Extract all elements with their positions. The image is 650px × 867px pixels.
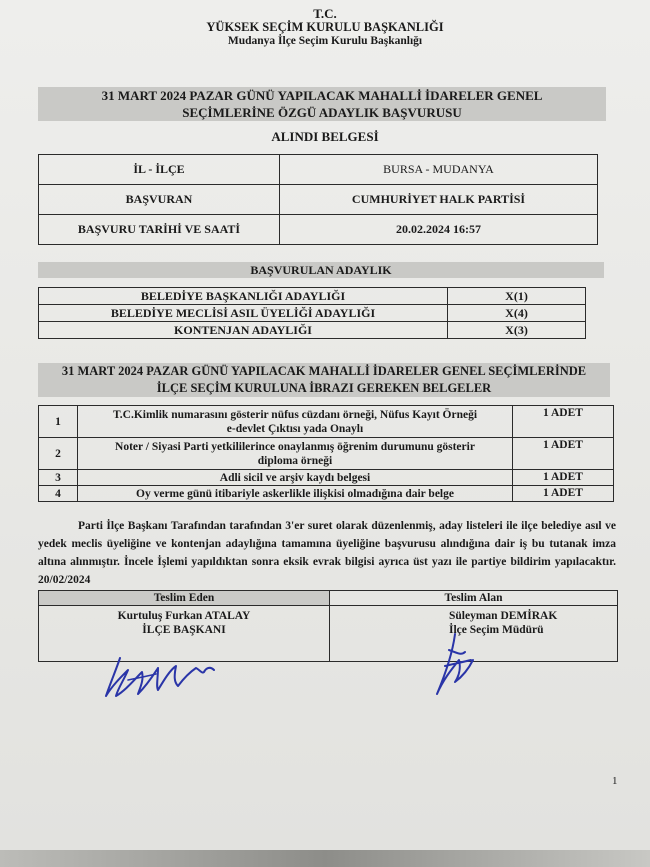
doc-quantity: 1 ADET	[513, 486, 614, 502]
candidacy-type: KONTENJAN ADAYLIĞI	[39, 322, 448, 339]
table-row	[39, 305, 586, 322]
documents-title-line1: 31 MART 2024 PAZAR GÜNÜ YAPILACAK MAHALLİ İDARELER GENEL SEÇİMLERİNDE	[61, 364, 587, 378]
doc-description: Adli sicil ve arşiv kaydı belgesi	[78, 470, 513, 486]
candidacy-count: X(1)	[448, 288, 586, 305]
doc-number: 1	[39, 406, 78, 438]
page-number: 1	[612, 775, 618, 787]
main-title-line1: 31 MART 2024 PAZAR GÜNÜ YAPILACAK MAHALLİ İDARELER GENEL	[101, 88, 543, 103]
doc-line: e-devlet Çıktısı yada Onaylı	[226, 422, 364, 435]
info-label: BAŞVURAN	[39, 185, 280, 215]
documents-title-line2: İLÇE SEÇİM KURULUNA İBRAZI GEREKEN BELGELER	[156, 381, 492, 395]
info-label: BAŞVURU TARİHİ VE SAATİ	[39, 215, 280, 245]
statement-text: Parti İlçe Başkanı Tarafından tarafından 3'er suret olarak düzenlenmiş, aday listeleri ile ilçe belediye asıl ve yedek meclis üyeliğine ve kontenjan adaylığına tamamına üyeliğine başvurusu alındığına dair iş bu tutanak imza altına alınmıştır. İncele İşlemi yapıldıktan sonra eksik evrak bilgisi ayrıca üst yazı ile partiye bildirim yapılacaktır. 20/02/2024	[38, 520, 616, 586]
deliverer-signature-icon	[98, 650, 248, 705]
doc-description	[78, 438, 513, 470]
header-district-board: Mudanya İlçe Seçim Kurulu Başkanlığı	[227, 35, 423, 47]
deliverer-header: Teslim Eden	[39, 591, 330, 606]
doc-description: Oy verme günü itibariyle askerlikle ilişkisi olmadığına dair belge	[78, 486, 513, 502]
application-info-table	[38, 154, 598, 245]
doc-number: 4	[39, 486, 78, 502]
table-row	[39, 470, 614, 486]
receiver-name: Süleyman DEMİRAK	[449, 610, 558, 622]
doc-number: 2	[39, 438, 78, 470]
table-row	[39, 322, 586, 339]
table-row	[39, 486, 614, 502]
deliverer-name: Kurtuluş Furkan ATALAY	[117, 610, 251, 622]
doc-line: diploma örneği	[257, 454, 333, 467]
table-row	[39, 591, 618, 606]
info-value: 20.02.2024 16:57	[280, 215, 598, 245]
candidacy-count: X(3)	[448, 322, 586, 339]
main-title-line2: SEÇİMLERİNE ÖZGÜ ADAYLIK BAŞVURUSU	[182, 105, 462, 120]
table-row	[39, 155, 598, 185]
candidacy-type: BELEDİYE BAŞKANLIĞI ADAYLIĞI	[39, 288, 448, 305]
table-row	[39, 215, 598, 245]
candidacy-table	[38, 287, 586, 339]
statement-paragraph	[38, 517, 616, 589]
documents-title	[38, 363, 610, 397]
candidacy-count: X(4)	[448, 305, 586, 322]
main-title	[38, 87, 606, 121]
header-tc: T.C.	[313, 6, 337, 21]
receiver-header: Teslim Alan	[330, 591, 618, 606]
doc-description	[78, 406, 513, 438]
table-row	[39, 438, 614, 470]
doc-line: Noter / Siyasi Parti yetkililerince onaylanmış öğrenim durumunu gösterir	[115, 440, 475, 453]
deliverer-title: İLÇE BAŞKANI	[142, 624, 226, 636]
table-row	[39, 185, 598, 215]
info-label: İL - İLÇE	[39, 155, 280, 185]
receiver-signature-icon	[425, 630, 480, 700]
doc-line: T.C.Kimlik numarasını gösterir nüfus cüzdanı örneği, Nüfus Kayıt Örneği	[112, 408, 478, 421]
candidacy-title: BAŞVURULAN ADAYLIK	[38, 262, 604, 278]
receiver-title: İlçe Seçim Müdürü	[449, 624, 544, 636]
table-row	[39, 406, 614, 438]
info-value: BURSA - MUDANYA	[280, 155, 598, 185]
table-row	[39, 288, 586, 305]
candidacy-type: BELEDİYE MECLİSİ ASIL ÜYELİĞİ ADAYLIĞI	[39, 305, 448, 322]
doc-number: 3	[39, 470, 78, 486]
info-value: CUMHURİYET HALK PARTİSİ	[280, 185, 598, 215]
doc-quantity: 1 ADET	[513, 406, 614, 438]
doc-quantity: 1 ADET	[513, 470, 614, 486]
required-documents-table	[38, 405, 614, 502]
receipt-title: ALINDI BELGESİ	[271, 129, 379, 144]
doc-quantity: 1 ADET	[513, 438, 614, 470]
header-ysk: YÜKSEK SEÇİM KURULU BAŞKANLIĞI	[206, 20, 444, 34]
background-surface	[0, 850, 650, 867]
